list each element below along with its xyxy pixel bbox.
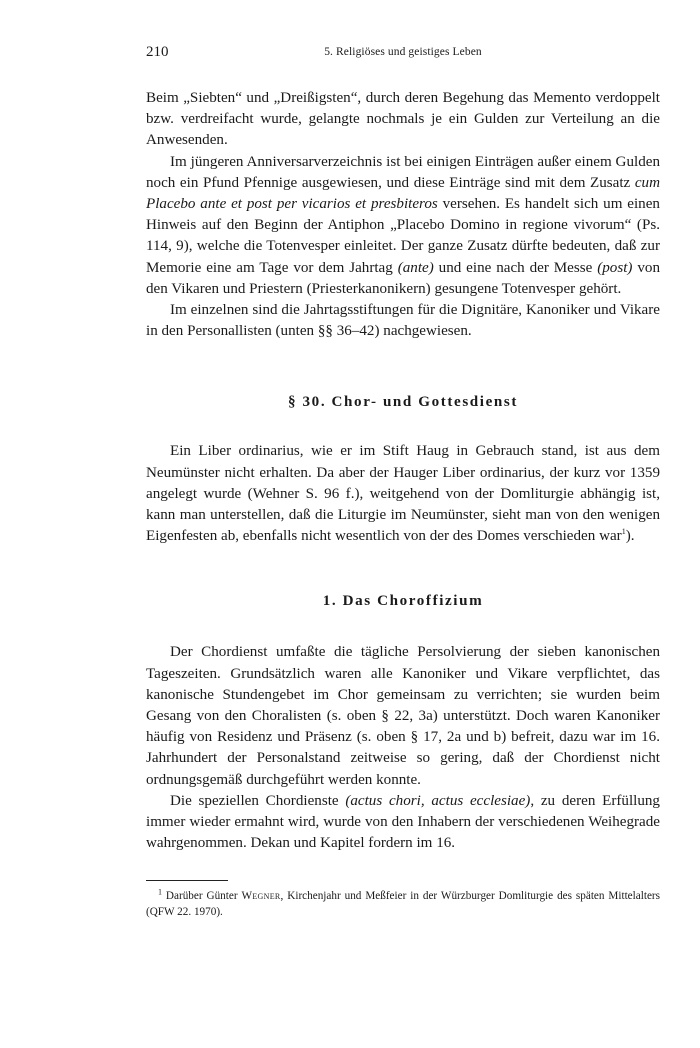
footnote-marker: 1: [158, 887, 162, 897]
footnote-reference[interactable]: 1: [621, 527, 626, 537]
text-run: , zu deren Erfüllung immer wieder ermahnt wird, wurde von den Inhabern der verschiedenen Weihegrade wahrgenommen. Dekan und Kapitel fordern im 16.: [146, 792, 660, 852]
latin-phrase: (actus chori, actus ecclesiae): [345, 792, 531, 809]
text-run: Im jüngeren Anniversarverzeichnis ist bei einigen Einträgen außer einem Gulden noch ein Pfund Pfennige ausgewiesen, und diese Einträge sind mit dem Zusatz: [146, 153, 660, 191]
book-page: [146, 44, 660, 920]
text-run: Ein Liber ordinarius, wie er im Stift Haug in Gebrauch stand, ist aus dem Neumünster nicht erhalten. Da aber der Hauger Liber ordinarius, der kurz vor 1359 angelegt wurde (Wehner S. 96 f.), weitgehend von der Domliturgie abhängig ist, kann man unterstellen, daß die Liturgie im Neumünster, sieht man von den wenigen Eigenfesten ab, ebenfalls nicht wesentlich von der des Domes verschieden war: [146, 443, 660, 545]
footnote-divider: [146, 880, 228, 881]
paragraph-spezielle-chordienste: [146, 791, 660, 855]
opening-block: [146, 88, 660, 342]
text-run: ).: [625, 528, 635, 545]
running-title: 5. Religiöses und geistiges Leben: [324, 46, 482, 58]
running-head: [146, 44, 660, 66]
paragraph-liber-ordinarius: [146, 441, 660, 547]
footnote: [146, 888, 660, 920]
paragraph-anniversarverzeichnis: [146, 152, 660, 300]
section-heading-30: § 30. Chor- und Gottesdienst: [288, 394, 518, 411]
text-run: Die speziellen Chordienste: [170, 792, 346, 809]
footnote-text: Darüber Günter: [162, 890, 242, 903]
latin-term-ante: (ante): [397, 259, 434, 276]
text-run: versehen. Es handelt sich um einen Hinweis auf den Beginn der Antiphon „Placebo Domino in regione vivorum“ (Ps. 114, 9), welche die Totenvesper einleitet. Der ganze Zusatz dürfte bedeuten, daß zur Memorie eine am Tage vor dem Jahrtag: [146, 196, 660, 276]
paragraph-siebten: Beim „Siebten“ und „Dreißigsten“, durch deren Begehung das Memento verdoppelt bzw. verdreifacht wurde, gelangte nochmals je ein Gulden zur Verteilung an die Anwesenden.: [146, 90, 660, 149]
footnote-text: , Kirchenjahr und Meßfeier in der Würzburger Domliturgie des späten Mittelalters (QFW 22. 1970).: [146, 890, 660, 919]
latin-term-post: (post): [597, 259, 633, 276]
page-number: 210: [146, 44, 169, 60]
text-run: und eine nach der Messe: [433, 259, 598, 276]
subsection-heading-choroffizium: 1. Das Choroffizium: [322, 593, 484, 610]
footnote-author: Wegner: [241, 890, 281, 903]
text-run: von den Vikaren und Priestern (Priesterkanonikern) gesungene Totenvesper gehört.: [146, 259, 660, 297]
paragraph-chordienst: Der Chordienst umfaßte die tägliche Persolvierung der sieben kanonischen Tageszeiten. Grundsätzlich waren alle Kanoniker und Vikare verpflichtet, das kanonische Stundengebet im Chor gemeinsam zu verrichten; sie wurden beim Gesang von den Choralisten (s. oben § 22, 3a) unterstützt. Doch waren Kanoniker häufig von Residenz und Präsenz (s. oben § 17, 2a und b) befreit, dazu war im 16. Jahrhundert der Personalstand zeitweise so gering, daß der Chordienst nicht ordnungsgemäß durchgeführt werden konnte.: [146, 644, 660, 788]
latin-phrase: cum Placebo ante et post per vicarios et presbiteros: [146, 174, 660, 213]
paragraph-jahrtagsstiftungen: Im einzelnen sind die Jahrtagsstiftungen für die Dignitäre, Kanoniker und Vikare in den Personallisten (unten §§ 36–42) nachgewiesen.: [146, 302, 660, 340]
